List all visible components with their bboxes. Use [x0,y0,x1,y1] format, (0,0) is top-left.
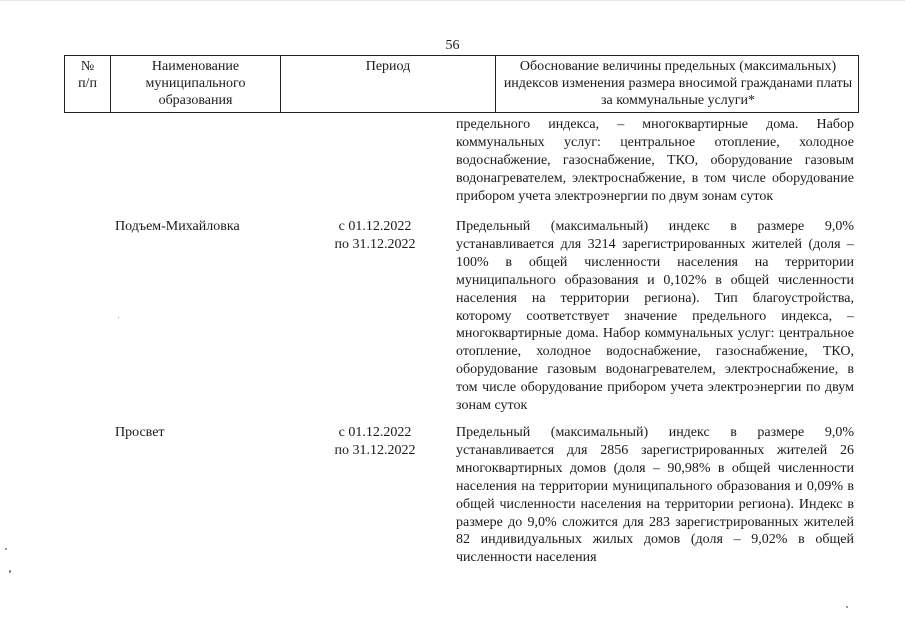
row-period [325,218,425,254]
row-municipality-name: Просвет [115,425,165,440]
scan-speck [118,317,119,318]
period-from: с 01.12.2022 [338,219,412,234]
header-basis-line-1: Обоснование величины предельных (максимальных) [519,59,837,74]
header-number-line-2: п/п [78,76,97,91]
row-basis-text: Предельный (максимальный) индекс в размере 9,0% устанавливается для 3214 зарегистрированных жителей (доля – 100% в общей численности населения на территории муниципального образования и 0,102% в общей численности населения на территории региона). Тип благоустройства, которому соответствует значение предельного индекса, – многоквартирные дома. Набор коммунальных услуг: центральное отопление, холодное водоснабжение, газоснабжение, ТКО, оборудование газовым водонагревателем, электроснабжение, в том числе оборудование прибором учета электроэнергии по двум зонам суток [456,219,854,414]
period-to: по 31.12.2022 [334,442,416,458]
header-basis-line-3: за коммунальные услуги* [600,93,756,108]
table-header [64,55,859,113]
scan-top-edge [0,0,905,1]
period-to: по 31.12.2022 [334,236,416,252]
row-continuation-basis: предельного индекса, – многоквартирные дома. Набор коммунальных услуг: центральное отопление, холодное водоснабжение, газоснабжение, ТКО, оборудование газовым водонагревателем, электроснабжение, в том числе оборудование прибором учета электроэнергии по двум зонам суток [456,117,854,204]
header-cell-basis [495,56,860,112]
scan-speck [9,570,11,573]
header-cell-period [280,56,495,112]
header-municipality-line-1: Наименование [151,59,240,74]
header-cell-number [65,56,110,112]
header-basis-line-2: индексов изменения размера вносимой гражданами платы [503,76,853,91]
page-number: 56 [445,38,460,53]
header-cell-municipality [110,56,280,112]
header-number-line-1: № [80,59,95,74]
scan-speck [5,548,7,550]
row-municipality-name: Подъем-Михайловка [115,219,240,234]
header-municipality-line-3: образования [158,93,233,108]
header-period-line-1: Период [365,59,411,74]
period-from: с 01.12.2022 [338,425,412,440]
scan-speck [846,606,848,608]
header-municipality-line-2: муниципального [145,76,246,91]
row-basis-text: Предельный (максимальный) индекс в размере 9,0% устанавливается для 2856 зарегистрированных жителей 26 многоквартирных домов (доля – 90,98% в общей численности населения на территории муниципального образования и 0,09% в общей численности населения на территории региона). Индекс в размере до 9,0% сложится для 283 зарегистрированных жителей 82 индивидуальных жилых домов (доля – 9,02% в общей численности населения [456,425,854,566]
row-period [325,424,425,460]
